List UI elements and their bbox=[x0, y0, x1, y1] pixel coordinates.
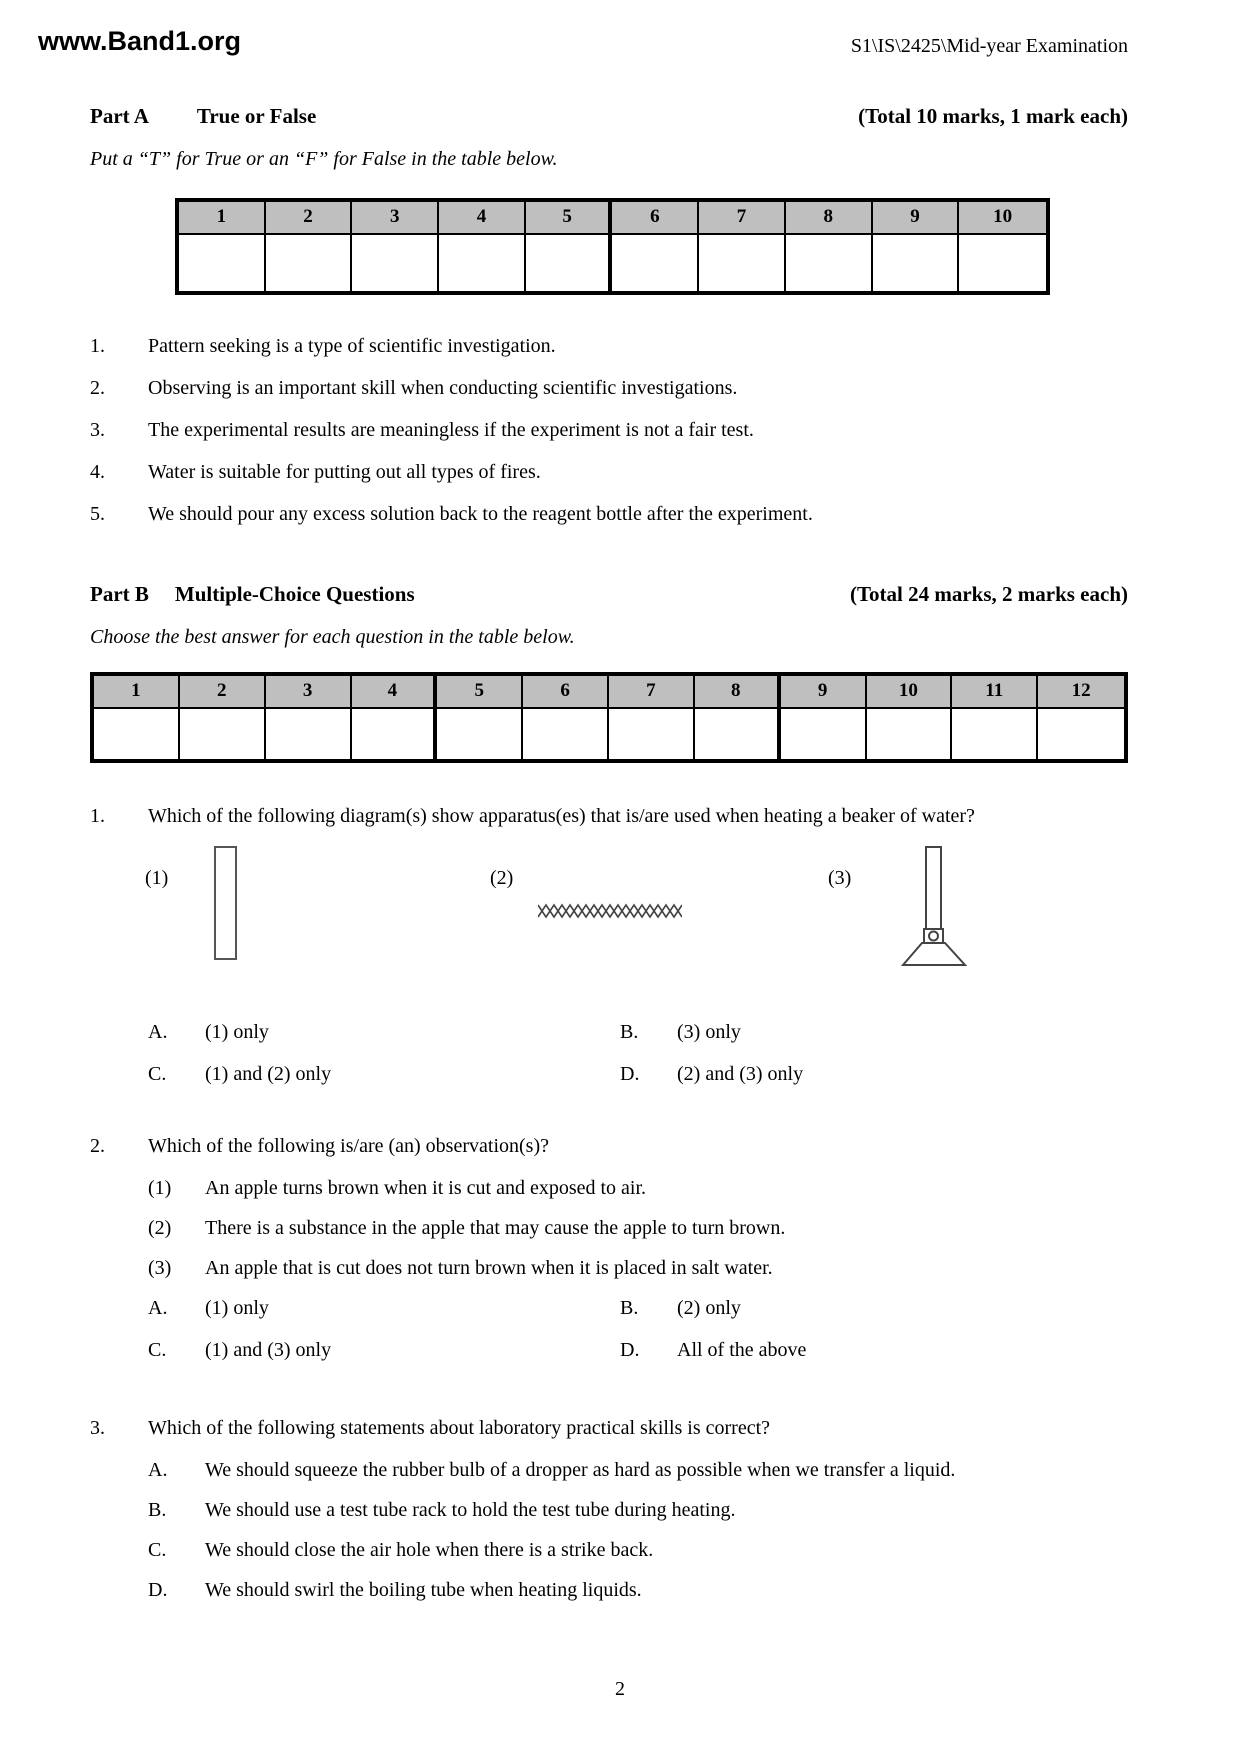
sub-statement-text: An apple that is cut does not turn brown when it is placed in salt water. bbox=[205, 1257, 773, 1280]
part-b-label: Part B bbox=[90, 582, 149, 607]
option-text: (2) and (3) only bbox=[677, 1063, 804, 1086]
answer-cell bbox=[526, 235, 613, 291]
question-2-statements bbox=[90, 1175, 1128, 1281]
option-letter: B. bbox=[620, 1021, 639, 1044]
part-b-heading bbox=[90, 581, 1128, 608]
answer-cell bbox=[873, 235, 960, 291]
wire-gauze-diagram bbox=[538, 903, 682, 919]
part-a-heading-left bbox=[90, 103, 316, 130]
sub-statement-row bbox=[148, 1255, 1128, 1281]
answer-table-header-cell: 7 bbox=[609, 676, 695, 709]
option-text: (1) and (3) only bbox=[205, 1339, 332, 1362]
part-b-instruction: Choose the best answer for each question in the table below. bbox=[90, 626, 575, 649]
question-3-text-row bbox=[90, 1415, 1128, 1441]
option-text: We should close the air hole when there is a strike back. bbox=[205, 1539, 654, 1562]
statement-row bbox=[90, 459, 1128, 485]
answer-table-header-cell: 9 bbox=[781, 676, 867, 709]
question-number: 2. bbox=[90, 1135, 105, 1158]
part-a-instruction: Put a “T” for True or an “F” for False in the table below. bbox=[90, 148, 558, 171]
part-b-answer-table bbox=[90, 672, 1128, 763]
statement-number: 4. bbox=[90, 461, 105, 484]
option-row bbox=[148, 1457, 1128, 1483]
option-letter: D. bbox=[620, 1063, 640, 1086]
option-text: (3) only bbox=[677, 1021, 741, 1044]
answer-table-header-cell: 12 bbox=[1038, 676, 1124, 709]
option-text: (1) only bbox=[205, 1021, 269, 1044]
answer-table-header-cell: 2 bbox=[180, 676, 266, 709]
answer-table-header-cell: 4 bbox=[439, 202, 526, 235]
site-name: www.Band1.org bbox=[38, 26, 242, 56]
question-2-text-row bbox=[90, 1133, 1128, 1159]
statement-row bbox=[90, 375, 1128, 401]
part-a-marks: (Total 10 marks, 1 mark each) bbox=[858, 104, 1128, 129]
option-letter: D. bbox=[620, 1339, 640, 1362]
diagram-label: (2) bbox=[490, 867, 514, 890]
option-letter: C. bbox=[148, 1063, 167, 1086]
question-number: 3. bbox=[90, 1417, 105, 1440]
page-header bbox=[0, 0, 1240, 59]
answer-table-header-cell: 10 bbox=[867, 676, 953, 709]
statement-number: 3. bbox=[90, 419, 105, 442]
answer-table-header-cell: 3 bbox=[266, 676, 352, 709]
question-text: Which of the following is/are (an) observation(s)? bbox=[148, 1135, 549, 1158]
answer-table-header-cell: 6 bbox=[612, 202, 699, 235]
part-a-label: Part A bbox=[90, 104, 149, 129]
statement-text: Observing is an important skill when conducting scientific investigations. bbox=[148, 377, 738, 400]
answer-cell bbox=[959, 235, 1046, 291]
page-content bbox=[0, 103, 1240, 1603]
option-text: We should swirl the boiling tube when heating liquids. bbox=[205, 1579, 642, 1602]
statement-text: We should pour any excess solution back to the reagent bottle after the experiment. bbox=[148, 503, 813, 526]
option-row bbox=[148, 1537, 1128, 1563]
statement-text: Pattern seeking is a type of scientific investigation. bbox=[148, 335, 556, 358]
answer-cell bbox=[781, 709, 867, 759]
answer-cell bbox=[352, 235, 439, 291]
page-number: 2 bbox=[615, 1678, 625, 1700]
answer-table-header-cell: 11 bbox=[952, 676, 1038, 709]
answer-cell bbox=[952, 709, 1038, 759]
option-row bbox=[148, 1019, 1128, 1045]
statement-text: Water is suitable for putting out all types of fires. bbox=[148, 461, 541, 484]
diagram-label: (1) bbox=[145, 867, 169, 890]
answer-cell bbox=[266, 235, 353, 291]
answer-cell bbox=[786, 235, 873, 291]
option-letter: A. bbox=[148, 1459, 168, 1482]
part-b-marks: (Total 24 marks, 2 marks each) bbox=[849, 582, 1128, 607]
question-2 bbox=[90, 1133, 1128, 1363]
option-letter: C. bbox=[148, 1339, 167, 1362]
part-a-statements bbox=[90, 333, 1128, 527]
part-b-heading-left bbox=[90, 581, 415, 608]
option-text: (2) only bbox=[677, 1297, 741, 1320]
option-text: All of the above bbox=[677, 1339, 807, 1362]
sub-statement-row bbox=[148, 1215, 1128, 1241]
statement-text: The experimental results are meaningless if the experiment is not a fair test. bbox=[148, 419, 754, 442]
answer-table-header-cell: 2 bbox=[266, 202, 353, 235]
answer-table-header-cell: 4 bbox=[352, 676, 438, 709]
option-letter: B. bbox=[620, 1297, 639, 1320]
question-1-options bbox=[90, 1019, 1128, 1087]
statement-number: 2. bbox=[90, 377, 105, 400]
answer-cell bbox=[867, 709, 953, 759]
option-row bbox=[148, 1577, 1128, 1603]
question-number: 1. bbox=[90, 805, 105, 828]
answer-table-header-cell: 3 bbox=[352, 202, 439, 235]
answer-table-header-cell: 5 bbox=[526, 202, 613, 235]
sub-statement-number: (1) bbox=[148, 1177, 172, 1200]
answer-table-header-cell: 10 bbox=[959, 202, 1046, 235]
answer-cell bbox=[266, 709, 352, 759]
option-text: We should squeeze the rubber bulb of a dropper as hard as possible when we transfer a liquid. bbox=[205, 1459, 956, 1482]
answer-table-header-cell: 5 bbox=[437, 676, 523, 709]
sub-statement-text: There is a substance in the apple that may cause the apple to turn brown. bbox=[205, 1217, 786, 1240]
bunsen-burner-diagram bbox=[895, 845, 973, 969]
answer-table-header-cell: 7 bbox=[699, 202, 786, 235]
answer-cell bbox=[523, 709, 609, 759]
answer-cell bbox=[352, 709, 438, 759]
answer-cell bbox=[180, 709, 266, 759]
question-3-options bbox=[90, 1457, 1128, 1603]
question-1-text-row bbox=[90, 803, 1128, 829]
statement-row bbox=[90, 333, 1128, 359]
sub-statement-number: (3) bbox=[148, 1257, 172, 1280]
part-b-title: Multiple-Choice Questions bbox=[174, 582, 415, 607]
option-row bbox=[148, 1337, 1128, 1363]
answer-table-header-cell: 1 bbox=[94, 676, 180, 709]
answer-cell bbox=[695, 709, 781, 759]
option-text: We should use a test tube rack to hold the test tube during heating. bbox=[205, 1499, 736, 1522]
question-3 bbox=[90, 1415, 1128, 1603]
sub-statement-number: (2) bbox=[148, 1217, 172, 1240]
option-text: (1) and (2) only bbox=[205, 1063, 332, 1086]
statement-row bbox=[90, 501, 1128, 527]
option-row bbox=[148, 1061, 1128, 1087]
statement-row bbox=[90, 417, 1128, 443]
answer-table-header-cell: 6 bbox=[523, 676, 609, 709]
answer-table-header-cell: 1 bbox=[179, 202, 266, 235]
answer-cell bbox=[609, 709, 695, 759]
option-letter: D. bbox=[148, 1579, 168, 1602]
option-row bbox=[148, 1295, 1128, 1321]
option-text: (1) only bbox=[205, 1297, 269, 1320]
answer-cell bbox=[699, 235, 786, 291]
question-text: Which of the following statements about laboratory practical skills is correct? bbox=[148, 1417, 771, 1440]
answer-cell bbox=[439, 235, 526, 291]
part-a-title: True or False bbox=[196, 104, 317, 129]
answer-table-header-cell: 8 bbox=[695, 676, 781, 709]
diagram-label: (3) bbox=[828, 867, 852, 890]
answer-cell bbox=[612, 235, 699, 291]
answer-cell bbox=[94, 709, 180, 759]
part-a-heading bbox=[90, 103, 1128, 130]
test-tube-diagram bbox=[212, 845, 242, 963]
answer-cell bbox=[437, 709, 523, 759]
answer-cell bbox=[1038, 709, 1124, 759]
sub-statement-row bbox=[148, 1175, 1128, 1201]
option-letter: C. bbox=[148, 1539, 167, 1562]
statement-number: 1. bbox=[90, 335, 105, 358]
statement-number: 5. bbox=[90, 503, 105, 526]
question-text: Which of the following diagram(s) show apparatus(es) that is/are used when heating a beaker of water? bbox=[148, 805, 975, 828]
answer-table-header-cell: 8 bbox=[786, 202, 873, 235]
question-1-diagrams bbox=[90, 845, 1128, 995]
answer-table-header-cell: 9 bbox=[873, 202, 960, 235]
answer-cell bbox=[179, 235, 266, 291]
sub-statement-text: An apple turns brown when it is cut and exposed to air. bbox=[205, 1177, 647, 1200]
option-row bbox=[148, 1497, 1128, 1523]
option-letter: B. bbox=[148, 1499, 167, 1522]
question-2-options bbox=[90, 1295, 1128, 1363]
option-letter: A. bbox=[148, 1297, 168, 1320]
part-a-answer-table bbox=[175, 198, 1050, 295]
option-letter: A. bbox=[148, 1021, 168, 1044]
exam-code: S1\IS\2425\Mid-year Examination bbox=[850, 35, 1128, 58]
question-1 bbox=[90, 803, 1128, 1087]
